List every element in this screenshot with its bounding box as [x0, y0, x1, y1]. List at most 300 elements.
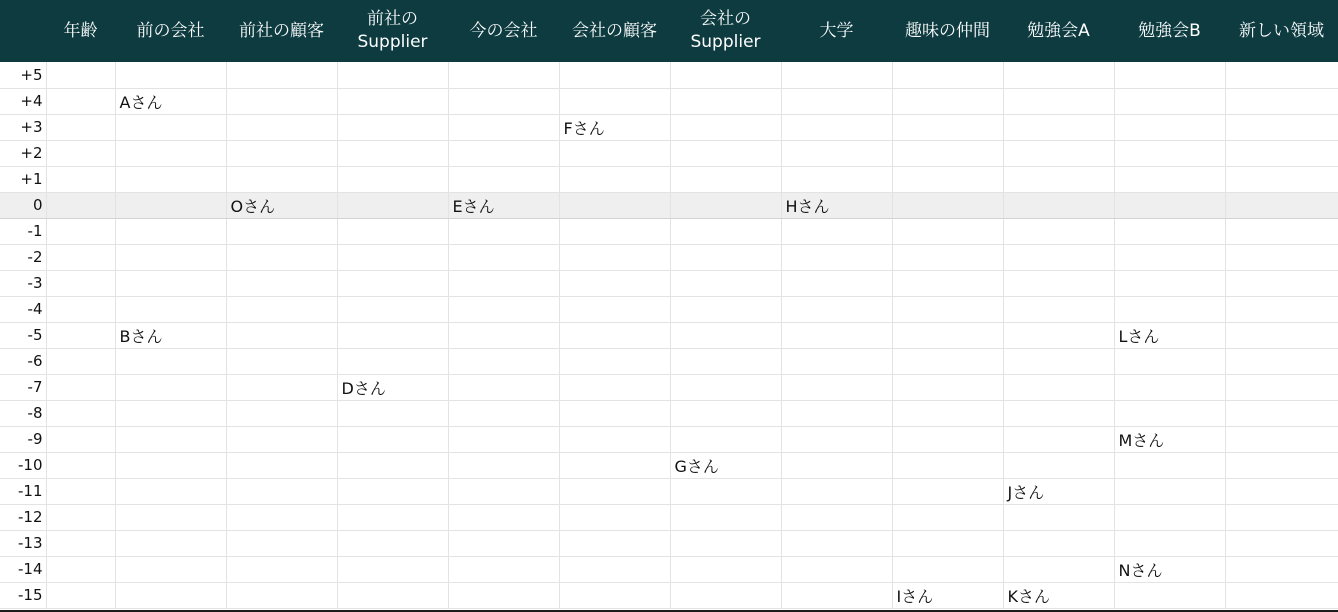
table-row [0, 582, 1338, 608]
grid-cell[interactable] [448, 218, 559, 244]
grid-cell[interactable] [115, 296, 226, 322]
grid-cell[interactable] [115, 192, 226, 218]
grid-cell[interactable] [46, 88, 115, 114]
grid-cell[interactable] [337, 582, 448, 608]
table-row [0, 322, 1338, 348]
grid-cell[interactable] [1225, 452, 1338, 478]
grid-cell[interactable] [892, 530, 1003, 556]
age-offset-cell[interactable]: -12 [0, 504, 46, 530]
grid-cell[interactable] [226, 114, 337, 140]
grid-cell[interactable] [115, 400, 226, 426]
grid-cell[interactable] [1003, 348, 1114, 374]
grid-cell[interactable] [670, 478, 781, 504]
grid-cell[interactable] [781, 374, 892, 400]
age-offset-cell[interactable]: +4 [0, 88, 46, 114]
grid-cell[interactable] [781, 62, 892, 88]
grid-cell[interactable] [46, 62, 115, 88]
grid-cell[interactable] [892, 244, 1003, 270]
grid-cell[interactable] [781, 504, 892, 530]
grid-cell[interactable] [670, 504, 781, 530]
grid-cell[interactable] [448, 504, 559, 530]
age-offset-cell[interactable]: -10 [0, 452, 46, 478]
grid-cell[interactable] [337, 62, 448, 88]
grid-cell[interactable] [337, 140, 448, 166]
column-header-7[interactable]: 会社の Supplier [670, 0, 781, 62]
column-header-10[interactable]: 勉強会A [1003, 0, 1114, 62]
age-offset-cell[interactable]: +5 [0, 62, 46, 88]
grid-cell[interactable] [892, 62, 1003, 88]
table-row [0, 530, 1338, 556]
grid-cell[interactable] [46, 452, 115, 478]
grid-cell[interactable] [892, 452, 1003, 478]
age-offset-cell[interactable]: +2 [0, 140, 46, 166]
grid-cell[interactable] [1114, 62, 1225, 88]
grid-cell[interactable] [1114, 400, 1225, 426]
grid-cell[interactable] [670, 530, 781, 556]
grid-cell[interactable] [781, 166, 892, 192]
age-offset-cell[interactable]: +1 [0, 166, 46, 192]
grid-cell[interactable] [1003, 140, 1114, 166]
grid-cell[interactable] [1114, 296, 1225, 322]
grid-cell[interactable] [337, 478, 448, 504]
grid-cell[interactable] [892, 218, 1003, 244]
grid-cell[interactable] [448, 322, 559, 348]
grid-cell[interactable] [781, 582, 892, 608]
grid-cell[interactable] [559, 192, 670, 218]
grid-cell[interactable] [670, 400, 781, 426]
grid-cell[interactable] [448, 582, 559, 608]
column-header-5[interactable]: 今の会社 [448, 0, 559, 62]
grid-cell[interactable] [448, 88, 559, 114]
grid-cell[interactable] [781, 270, 892, 296]
grid-cell[interactable]: Fさん [559, 114, 670, 140]
grid-cell[interactable] [1114, 582, 1225, 608]
grid-cell[interactable] [1003, 88, 1114, 114]
grid-cell[interactable] [226, 504, 337, 530]
column-header-6[interactable]: 会社の顧客 [559, 0, 670, 62]
grid-cell[interactable]: Bさん [115, 322, 226, 348]
grid-cell[interactable] [559, 270, 670, 296]
grid-cell[interactable] [337, 296, 448, 322]
age-offset-cell[interactable]: -9 [0, 426, 46, 452]
grid-cell[interactable] [670, 426, 781, 452]
grid-cell[interactable] [46, 322, 115, 348]
grid-cell[interactable] [226, 478, 337, 504]
grid-cell[interactable] [670, 166, 781, 192]
grid-cell[interactable] [115, 166, 226, 192]
grid-cell[interactable] [1003, 322, 1114, 348]
grid-cell[interactable] [337, 218, 448, 244]
age-offset-cell[interactable]: -8 [0, 400, 46, 426]
grid-cell[interactable]: Lさん [1114, 322, 1225, 348]
grid-cell[interactable] [781, 426, 892, 452]
grid-cell[interactable] [559, 556, 670, 582]
grid-cell[interactable] [892, 88, 1003, 114]
grid-cell[interactable] [1225, 426, 1338, 452]
grid-cell[interactable]: Nさん [1114, 556, 1225, 582]
grid-cell[interactable] [1225, 348, 1338, 374]
grid-cell[interactable] [337, 530, 448, 556]
grid-cell[interactable] [226, 62, 337, 88]
grid-cell[interactable] [559, 452, 670, 478]
grid-cell[interactable] [115, 218, 226, 244]
grid-cell[interactable] [1114, 88, 1225, 114]
grid-cell[interactable] [1003, 374, 1114, 400]
grid-cell[interactable] [46, 582, 115, 608]
grid-cell[interactable] [337, 166, 448, 192]
grid-cell[interactable] [337, 114, 448, 140]
table-row [0, 270, 1338, 296]
grid-cell[interactable] [1003, 556, 1114, 582]
age-offset-cell[interactable]: -1 [0, 218, 46, 244]
grid-cell[interactable] [892, 556, 1003, 582]
grid-cell[interactable] [781, 530, 892, 556]
grid-cell[interactable] [1225, 374, 1338, 400]
grid-cell[interactable] [448, 62, 559, 88]
grid-cell[interactable] [337, 192, 448, 218]
grid-cell[interactable] [1225, 504, 1338, 530]
grid-cell[interactable] [337, 452, 448, 478]
grid-cell[interactable] [337, 348, 448, 374]
grid-cell[interactable] [670, 140, 781, 166]
grid-cell[interactable] [226, 140, 337, 166]
grid-cell[interactable] [1225, 296, 1338, 322]
grid-cell[interactable]: Iさん [892, 582, 1003, 608]
grid-cell[interactable] [892, 322, 1003, 348]
grid-cell[interactable] [559, 426, 670, 452]
grid-cell[interactable] [1225, 478, 1338, 504]
grid-cell[interactable] [226, 322, 337, 348]
grid-cell[interactable] [46, 114, 115, 140]
grid-cell[interactable] [448, 530, 559, 556]
grid-cell[interactable] [892, 478, 1003, 504]
grid-cell[interactable] [1003, 504, 1114, 530]
grid-cell[interactable] [226, 452, 337, 478]
grid-cell[interactable] [892, 140, 1003, 166]
column-header-9[interactable]: 趣味の仲間 [892, 0, 1003, 62]
grid-cell[interactable] [1114, 218, 1225, 244]
grid-cell[interactable]: Kさん [1003, 582, 1114, 608]
grid-cell[interactable] [670, 348, 781, 374]
grid-cell[interactable] [115, 530, 226, 556]
grid-cell[interactable] [46, 244, 115, 270]
table-row [0, 140, 1338, 166]
grid-cell[interactable] [448, 296, 559, 322]
column-header-4[interactable]: 前社の Supplier [337, 0, 448, 62]
grid-cell[interactable]: Jさん [1003, 478, 1114, 504]
age-offset-cell[interactable]: 0 [0, 192, 46, 218]
grid-cell[interactable] [337, 322, 448, 348]
grid-cell[interactable] [46, 426, 115, 452]
grid-cell[interactable] [226, 400, 337, 426]
grid-cell[interactable] [1225, 166, 1338, 192]
table-row [0, 62, 1338, 88]
grid-cell[interactable] [46, 348, 115, 374]
grid-cell[interactable] [670, 296, 781, 322]
grid-cell[interactable] [115, 140, 226, 166]
grid-cell[interactable] [559, 348, 670, 374]
grid-cell[interactable] [115, 426, 226, 452]
age-offset-cell[interactable]: -3 [0, 270, 46, 296]
grid-cell[interactable] [448, 166, 559, 192]
grid-cell[interactable] [559, 140, 670, 166]
grid-cell[interactable] [559, 166, 670, 192]
grid-cell[interactable] [1225, 530, 1338, 556]
grid-cell[interactable] [448, 244, 559, 270]
grid-cell[interactable] [1114, 530, 1225, 556]
grid-cell[interactable] [226, 556, 337, 582]
grid-cell[interactable] [115, 114, 226, 140]
grid-cell[interactable] [892, 504, 1003, 530]
age-offset-cell[interactable]: -6 [0, 348, 46, 374]
grid-cell[interactable] [115, 556, 226, 582]
table-row [0, 374, 1338, 400]
grid-cell[interactable] [1225, 322, 1338, 348]
grid-cell[interactable] [670, 88, 781, 114]
grid-cell[interactable] [337, 244, 448, 270]
grid-cell[interactable] [670, 582, 781, 608]
grid-cell[interactable] [892, 400, 1003, 426]
grid-cell[interactable] [559, 400, 670, 426]
grid-cell[interactable] [1114, 478, 1225, 504]
grid-cell[interactable] [559, 244, 670, 270]
grid-cell[interactable] [1114, 348, 1225, 374]
age-offset-cell[interactable]: -5 [0, 322, 46, 348]
grid-cell[interactable] [46, 270, 115, 296]
grid-cell[interactable] [559, 530, 670, 556]
grid-cell[interactable] [1114, 452, 1225, 478]
column-header-12[interactable]: 新しい領域 [1225, 0, 1338, 62]
grid-cell[interactable] [559, 88, 670, 114]
grid-cell[interactable] [226, 88, 337, 114]
grid-cell[interactable] [1003, 452, 1114, 478]
grid-cell[interactable] [1003, 400, 1114, 426]
column-header-8[interactable]: 大学 [781, 0, 892, 62]
grid-cell[interactable] [559, 296, 670, 322]
grid-cell[interactable] [46, 192, 115, 218]
grid-cell[interactable] [892, 426, 1003, 452]
grid-cell[interactable] [337, 504, 448, 530]
grid-cell[interactable] [1225, 114, 1338, 140]
grid-cell[interactable]: Hさん [781, 192, 892, 218]
grid-cell[interactable]: Dさん [337, 374, 448, 400]
grid-cell[interactable] [1225, 244, 1338, 270]
grid-cell[interactable] [892, 114, 1003, 140]
age-offset-cell[interactable]: -15 [0, 582, 46, 608]
table-row [0, 556, 1338, 582]
column-header-3[interactable]: 前社の顧客 [226, 0, 337, 62]
grid-cell[interactable] [448, 374, 559, 400]
grid-cell[interactable] [1003, 166, 1114, 192]
grid-cell[interactable] [448, 452, 559, 478]
grid-cell[interactable] [1114, 244, 1225, 270]
grid-cell[interactable] [1003, 530, 1114, 556]
grid-cell[interactable] [46, 556, 115, 582]
grid-cell[interactable] [115, 452, 226, 478]
grid-cell[interactable]: Eさん [448, 192, 559, 218]
grid-cell[interactable] [448, 114, 559, 140]
grid-cell[interactable] [1003, 114, 1114, 140]
grid-cell[interactable] [781, 322, 892, 348]
grid-cell[interactable] [892, 374, 1003, 400]
grid-cell[interactable] [115, 244, 226, 270]
grid-cell[interactable] [337, 556, 448, 582]
age-offset-cell[interactable]: -4 [0, 296, 46, 322]
grid-cell[interactable] [226, 218, 337, 244]
table-row [0, 348, 1338, 374]
grid-cell[interactable] [781, 114, 892, 140]
grid-cell[interactable] [1114, 374, 1225, 400]
grid-cell[interactable] [115, 478, 226, 504]
grid-cell[interactable] [781, 556, 892, 582]
grid-cell[interactable] [1225, 582, 1338, 608]
grid-cell[interactable] [670, 374, 781, 400]
grid-cell[interactable] [46, 166, 115, 192]
corner-header-cell[interactable] [0, 0, 46, 62]
grid-cell[interactable] [337, 270, 448, 296]
age-offset-cell[interactable]: -14 [0, 556, 46, 582]
grid-cell[interactable] [1114, 270, 1225, 296]
grid-cell[interactable]: Aさん [115, 88, 226, 114]
grid-cell[interactable] [781, 244, 892, 270]
grid-cell[interactable] [1114, 140, 1225, 166]
grid-cell[interactable] [1003, 218, 1114, 244]
grid-cell[interactable] [448, 270, 559, 296]
grid-cell[interactable] [115, 374, 226, 400]
grid-cell[interactable] [1114, 192, 1225, 218]
grid-cell[interactable] [226, 296, 337, 322]
grid-cell[interactable] [46, 296, 115, 322]
grid-cell[interactable] [448, 400, 559, 426]
grid-cell[interactable] [781, 400, 892, 426]
grid-cell[interactable] [337, 426, 448, 452]
grid-cell[interactable] [46, 374, 115, 400]
grid-cell[interactable] [559, 504, 670, 530]
grid-cell[interactable] [559, 582, 670, 608]
grid-cell[interactable] [46, 530, 115, 556]
age-offset-cell[interactable]: -2 [0, 244, 46, 270]
grid-cell[interactable] [1114, 166, 1225, 192]
grid-cell[interactable] [46, 140, 115, 166]
grid-cell[interactable] [781, 296, 892, 322]
grid-cell[interactable] [46, 478, 115, 504]
grid-cell[interactable] [46, 400, 115, 426]
grid-cell[interactable] [670, 270, 781, 296]
grid-cell[interactable] [337, 88, 448, 114]
grid-cell[interactable] [1225, 192, 1338, 218]
grid-cell[interactable] [1003, 192, 1114, 218]
age-offset-cell[interactable]: +3 [0, 114, 46, 140]
grid-cell[interactable] [670, 62, 781, 88]
grid-cell[interactable] [670, 192, 781, 218]
grid-cell[interactable] [226, 426, 337, 452]
grid-cell[interactable] [670, 218, 781, 244]
grid-cell[interactable] [781, 88, 892, 114]
table-row [0, 192, 1338, 218]
grid-cell[interactable] [448, 348, 559, 374]
grid-cell[interactable] [670, 114, 781, 140]
grid-cell[interactable] [1114, 114, 1225, 140]
table-row [0, 296, 1338, 322]
column-header-11[interactable]: 勉強会B [1114, 0, 1225, 62]
grid-cell[interactable] [559, 322, 670, 348]
grid-cell[interactable] [892, 192, 1003, 218]
grid-cell[interactable] [115, 582, 226, 608]
grid-cell[interactable] [781, 478, 892, 504]
grid-cell[interactable] [115, 504, 226, 530]
grid-cell[interactable] [448, 140, 559, 166]
grid-cell[interactable] [781, 452, 892, 478]
grid-body [0, 62, 1338, 608]
age-offset-cell[interactable]: -11 [0, 478, 46, 504]
grid-cell[interactable] [226, 244, 337, 270]
grid-cell[interactable] [781, 348, 892, 374]
grid-cell[interactable] [1225, 140, 1338, 166]
grid-cell[interactable] [892, 348, 1003, 374]
grid-cell[interactable] [448, 478, 559, 504]
age-offset-cell[interactable]: -7 [0, 374, 46, 400]
grid-cell[interactable] [226, 582, 337, 608]
table-row [0, 504, 1338, 530]
grid-cell[interactable] [670, 322, 781, 348]
grid-cell[interactable] [892, 270, 1003, 296]
grid-cell[interactable] [448, 556, 559, 582]
grid-cell[interactable] [559, 478, 670, 504]
grid-cell[interactable] [226, 374, 337, 400]
grid-cell[interactable] [337, 400, 448, 426]
grid-cell[interactable] [1225, 218, 1338, 244]
grid-cell[interactable] [1225, 62, 1338, 88]
grid-cell[interactable] [115, 270, 226, 296]
grid-cell[interactable] [226, 530, 337, 556]
grid-cell[interactable] [670, 244, 781, 270]
grid-cell[interactable] [559, 218, 670, 244]
grid-cell[interactable] [448, 426, 559, 452]
grid-cell[interactable] [115, 348, 226, 374]
grid-cell[interactable] [1003, 296, 1114, 322]
grid-cell[interactable]: Oさん [226, 192, 337, 218]
grid-cell[interactable] [781, 140, 892, 166]
grid-cell[interactable] [1225, 556, 1338, 582]
grid-cell[interactable] [892, 166, 1003, 192]
grid-cell[interactable] [1225, 400, 1338, 426]
column-header-1[interactable]: 年齢 [46, 0, 115, 62]
age-offset-cell[interactable]: -13 [0, 530, 46, 556]
grid-cell[interactable] [1225, 88, 1338, 114]
grid-cell[interactable] [1225, 270, 1338, 296]
grid-cell[interactable] [115, 62, 226, 88]
grid-cell[interactable] [559, 374, 670, 400]
grid-cell[interactable] [1114, 504, 1225, 530]
grid-cell[interactable] [226, 166, 337, 192]
grid-cell[interactable]: Mさん [1114, 426, 1225, 452]
grid-cell[interactable] [1003, 62, 1114, 88]
grid-cell[interactable] [1003, 244, 1114, 270]
grid-cell[interactable] [226, 348, 337, 374]
grid-cell[interactable] [46, 218, 115, 244]
grid-cell[interactable] [670, 556, 781, 582]
grid-cell[interactable]: Gさん [670, 452, 781, 478]
table-row [0, 426, 1338, 452]
column-header-2[interactable]: 前の会社 [115, 0, 226, 62]
grid-cell[interactable] [1003, 426, 1114, 452]
grid-cell[interactable] [559, 62, 670, 88]
grid-cell[interactable] [781, 218, 892, 244]
grid-cell[interactable] [892, 296, 1003, 322]
grid-cell[interactable] [1003, 270, 1114, 296]
grid-cell[interactable] [226, 270, 337, 296]
grid-cell[interactable] [46, 504, 115, 530]
